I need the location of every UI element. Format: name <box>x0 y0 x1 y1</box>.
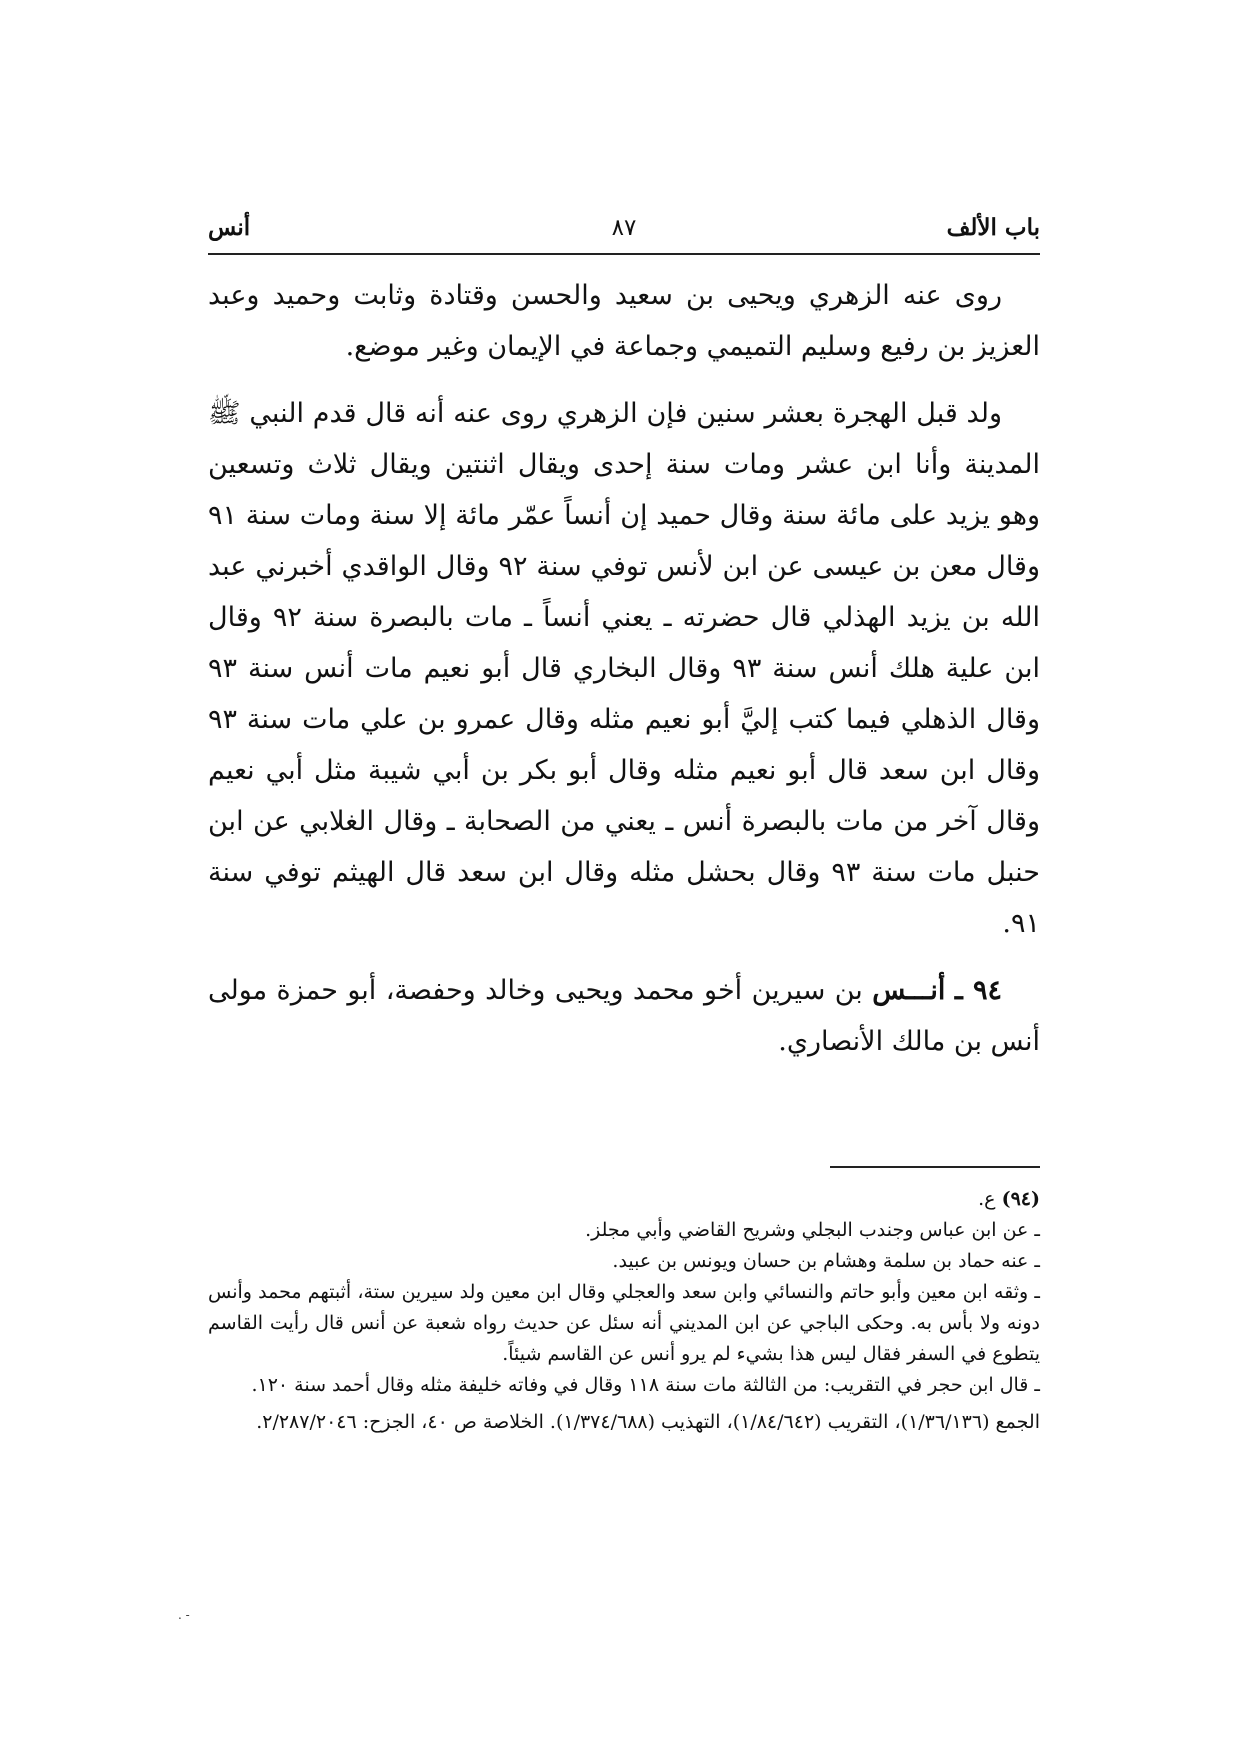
entry-keyword: أنس <box>208 214 251 241</box>
page-number: ٨٧ <box>611 215 637 241</box>
footnote-divider <box>830 1166 1040 1168</box>
footnote-references: الجمع (١/٣٦/١٣٦)، التقريب (١/٨٤/٦٤٢)، التهذيب (١/٣٧٤/٦٨٨). الخلاصة ص ٤٠، الجزح: ٢/٢٨٧/٢٠٤٦. <box>256 1411 1040 1433</box>
footnotes <box>208 1184 1040 1438</box>
margin-marks: . - <box>178 1608 190 1622</box>
footnote-grading: ـ وثقه ابن معين وأبو حاتم والنسائي وابن سعد والعجلي وقال ابن معين ولد سيرين ستة، أثبتهم محمد وأنس دونه ولا بأس به. وحكى الباجي عن ابن المديني أنه سئل عن حديث رواه شعبة عن أنس قال رأيت القاسم يتطوع في السفر فقال ليس هذا بشيء لم يرو أنس عن القاسم شيئاً. <box>208 1281 1040 1365</box>
entry-name: أنـــس <box>872 975 946 1006</box>
footnote-tag-line <box>208 1184 1040 1215</box>
footnote-tag-suffix: ع. <box>978 1188 996 1210</box>
footnote-death: ـ قال ابن حجر في التقريب: من الثالثة مات سنة ١١٨ وقال في وفاته خليفة مثله وقال أحمد سنة ١٢٠. <box>251 1374 1040 1396</box>
entry-94 <box>208 965 1040 1067</box>
footnote-students: ـ عنه حماد بن سلمة وهشام بن حسان ويونس بن عبيد. <box>612 1250 1040 1272</box>
main-text <box>208 270 1040 1083</box>
footnote-tag: (٩٤) <box>1001 1188 1040 1210</box>
entry-text: بن سيرين أخو محمد ويحيى وخالد وحفصة، أبو حمزة مولى أنس بن مالك الأنصاري. <box>208 975 1040 1057</box>
chapter-title: باب الألف <box>946 214 1040 241</box>
paragraph-narrators: روى عنه الزهري ويحيى بن سعيد والحسن وقتادة وثابت وحميد وعبد العزيز بن رفيع وسليم التميمي وجماعة في الإيمان وغير موضع. <box>208 280 1040 362</box>
running-header <box>208 208 1040 248</box>
header-divider <box>208 253 1040 255</box>
entry-number: ٩٤ ـ <box>954 975 1002 1006</box>
footnote-teachers: ـ عن ابن عباس وجندب البجلي وشريح القاضي وأبي مجلز. <box>585 1219 1040 1241</box>
paragraph-biography: ولد قبل الهجرة بعشر سنين فإن الزهري روى عنه أنه قال قدم النبي ﷺ المدينة وأنا ابن عشر ومات سنة إحدى ويقال اثنتين ويقال ثلاث وتسعين وهو يزيد على مائة سنة وقال حميد إن أنساً عمّر مائة إلا سنة ومات سنة ٩١ وقال معن بن عيسى عن ابن لأنس توفي سنة ٩٢ وقال الواقدي أخبرني عبد الله بن يزيد الهذلي قال حضرته ـ يعني أنساً ـ مات بالبصرة سنة ٩٢ وقال ابن علية هلك أنس سنة ٩٣ وقال البخاري قال أبو نعيم مات أنس سنة ٩٣ وقال الذهلي فيما كتب إليَّ أبو نعيم مثله وقال عمرو بن علي مات سنة ٩٣ وقال ابن سعد قال أبو نعيم مثله وقال أبو بكر بن أبي شيبة مثل أبي نعيم وقال آخر من مات بالبصرة أنس ـ يعني من الصحابة ـ وقال الغلابي عن ابن حنبل مات سنة ٩٣ وقال بحشل مثله وقال ابن سعد قال الهيثم توفي سنة ٩١. <box>208 398 1041 939</box>
